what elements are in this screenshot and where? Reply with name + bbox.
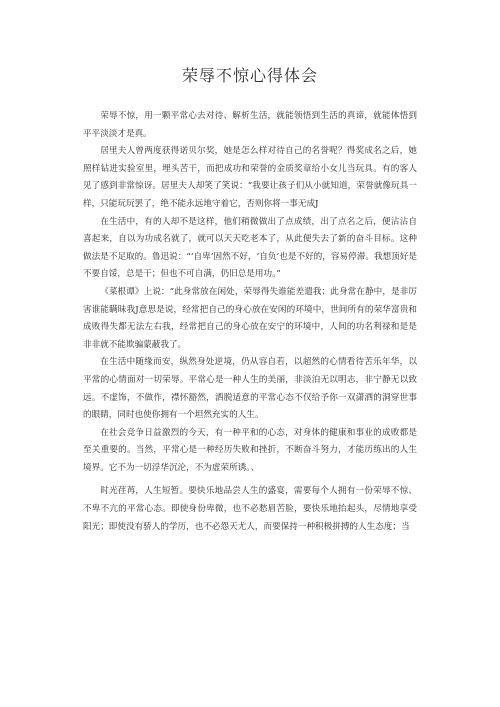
paragraph-2: 居里夫人曾两度获得诺贝尔奖，她是怎么样对待自己的名誉呢？得奖成名之后，她照样钻进实验室里，埋头苦干，而把成功和荣誉的金质奖章给小女儿当玩具。有的客人见了感到非常惊讶。居里夫人却笑了笑说：“我要让孩子们从小就知道，荣誉就像玩具一样，只能玩玩罢了，绝不能永远地守着它，否则你将一事无成J (83, 146, 417, 209)
paragraph-3: 在生活中，有的人却不是这样，他们稍微做出了点成绩，出了点名之后，便沾沾自喜起来，自以为功成名就了，就可以天天吃老本了，从此便失去了新的奋斗目标。这种做法是不足取的。鲁迅说：“‘自卑’固然不好，‘自负’也是不好的，容易停滞。我想顶好是不要自馁，总是干；但也不可自满，仍旧总是用功。” (83, 216, 417, 280)
paragraph-7: 时光荏苒，人生短暂。要快乐地品尝人生的盛宴，需要每个人拥有一份荣辱不惊、不卑不亢的平常心态。即使身份卑微，也不必愁眉苦脸，要快乐地抬起头，尽情地享受阳光；即使没有骄人的学历，也不必怨天尤人，而要保持一种积极拼搏的人生态度；当 (83, 486, 417, 532)
paragraph-6: 在社会竞争日益激烈的今天，有一种平和的心态，对身体的健康和事业的成败都是至关重要的。当然，平常心是一种经历失败和挫折，不断奋斗努力，才能历练出的人生境界。它不为一切浮华沉沦，不为虚荣所诱。、 (83, 427, 417, 473)
paragraph-5: 在生活中随缘而安，纵然身处逆境，仍从容自若，以超然的心情看待苦乐年华，以平常的心情面对一切荣辱。平常心是一种人生的美丽，非淡泊无以明志，非宁静无以致远。不虚饰，不做作，襟怀豁然，洒脱适意的平常心态不仅给予你一双潇洒的洞穿世事的眼睛，同时也使你拥有一个坦然充实的人生。 (83, 357, 417, 421)
document-title: 荣辱不惊心得体会 (181, 66, 318, 85)
paragraph-1: 荣辱不惊，用一颗平常心去对待、解析生活，就能领悟到生活的真谛，就能体悟到平平淡淡才是真。 (83, 111, 417, 139)
document-body (83, 108, 417, 536)
paragraph-4: 《菜根谭》上说：“此身常放在闲处，荣辱得失谁能差遣我；此身常在静中，是非厉害谁能瞒昧我J意思是说，经常把自己的身心放在安闲的环境中，世间所有的荣华富贵和成败得失都无法左右我，经常把自己的身心放在安宁的环境中，人间的功名利禄和是是非非就不能欺骗蒙蔽我了。 (83, 286, 417, 350)
